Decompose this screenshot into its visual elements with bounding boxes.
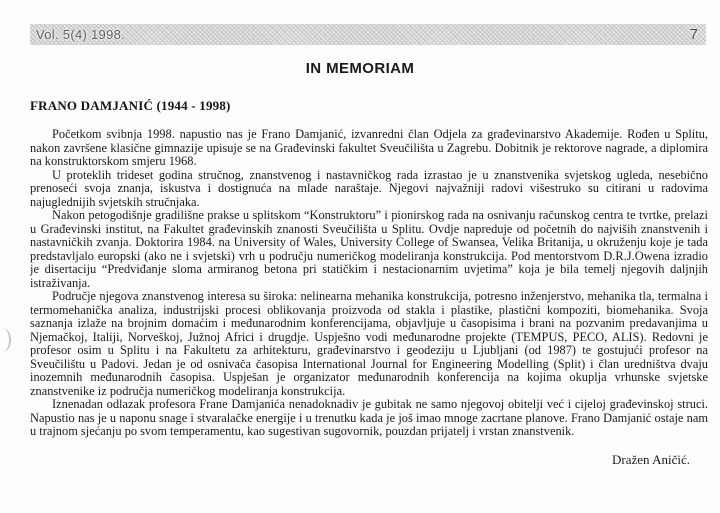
memoriam-article (30, 98, 708, 468)
page-title: IN MEMORIAM (305, 60, 415, 77)
paragraph-closing-tribute: Iznenadan odlazak profesora Frane Damjanića nenadoknadiv je gubitak ne samo njegovoj obitelji već i cijeloj građevinskoj struci. Napustio nas je u naponu snage i stvaralačke energije i u trenutku kada je još imao mnoge zacrtane planove. Frano Damjanić ostaje nam u trajnom sjećanju po svom temperamentu, kao sugestivan sugovornik, pouzdan prijatelj i vrstan znanstvenik. (30, 397, 708, 438)
page-header-bar (30, 24, 706, 45)
author-signature: Dražen Aničić. (612, 451, 690, 467)
paragraph-research-interests: Područje njegova znanstvenog interesa su široka: nelinearna mehanika konstrukcija, potresno inženjerstvo, mehanika tla, termalna i termomehanička analiza, industrijski procesi oblikovanja proizvoda od stakla i plastike, plastični kompoziti, biomehanika. Svoja saznanja izlaže na brojnim domaćim i međunarodnim konferencijama, objavljuje u časopisima i brani na pozvanim predavanjima u Njemačkoj, Italiji, Norveškoj, Južnoj Africi i drugdje. Uspješno vodi međunarodne projekte (TEMPUS, PECO, ALIS). Redovni je profesor osim u Splitu i na Fakultetu za arhitekturu, građevinarstvo i geodeziju u Ljubljani (od 1987) te gostujući profesor na Sveučilištu u Padovi. Jedan je od osnivača časopisa International Journal for Engineering Modelling (Split) i član uredništva dvaju inozemnih međunarodnih časopisa. Uspješan je organizator međunarodnih konferencija na kojima okuplja vrhunske svjetske znanstvenike iz područja numeričkog modeliranja konstrukcija. (30, 289, 708, 398)
scan-artifact-mark (0, 328, 11, 352)
paragraph-academic-path: Nakon petogodišnje gradilišne prakse u splitskom “Konstruktoru” i pionirskog rada na osnivanju računskog centra te tvrtke, prelazi u Građevinski institut, na Fakultet građevinskih znanosti Sveučilišta u Splitu. Ovdje napreduje od početnih do najviših znanstvenih i nastavničkih zvanja. Doktorira 1984. na University of Wales, University College of Swansea, Velika Britanija, u okruženju koje je tada predstavljalo europski (ako ne i svjetski) vrh u području numeričkog modeliranja konstrukcija. Pod mentorstvom D.R.J.Owena izradio je disertaciju “Predviđanje sloma armiranog betona pri statičkim i nestacionarnim uvjetima” koja je bila temelj njegovih daljnjih istraživanja. (30, 208, 708, 290)
article-heading: FRANO DAMJANIĆ (1944 - 1998) (30, 98, 231, 113)
paragraph-career-overview: U proteklih trideset godina stručnog, znanstvenog i nastavničkog rada izrastao je u znanstvenika svjetskog ugleda, nesebično prenoseći svoja znanja, iskustva i dostignuća na mlade naraštaje. Njegovi najvažniji radovi višestruko su citirani u radovima najuglednijih svjetskih stručnjaka. (30, 167, 708, 209)
paragraph-biography-intro: Početkom svibnja 1998. napustio nas je Frano Damjanić, izvanredni član Odjela za građevinarstvo Akademije. Rođen u Splitu, nakon završene klasične gimnazije upisuje se na Građevinski fakultet Sveučilišta u Zagrebu. Dobitnik je rektorove nagrade, a diplomira na konstruktorskom smjeru 1968. (30, 127, 708, 168)
page-number: 7 (689, 26, 698, 43)
volume-label: Vol. 5(4) 1998. (36, 27, 126, 42)
